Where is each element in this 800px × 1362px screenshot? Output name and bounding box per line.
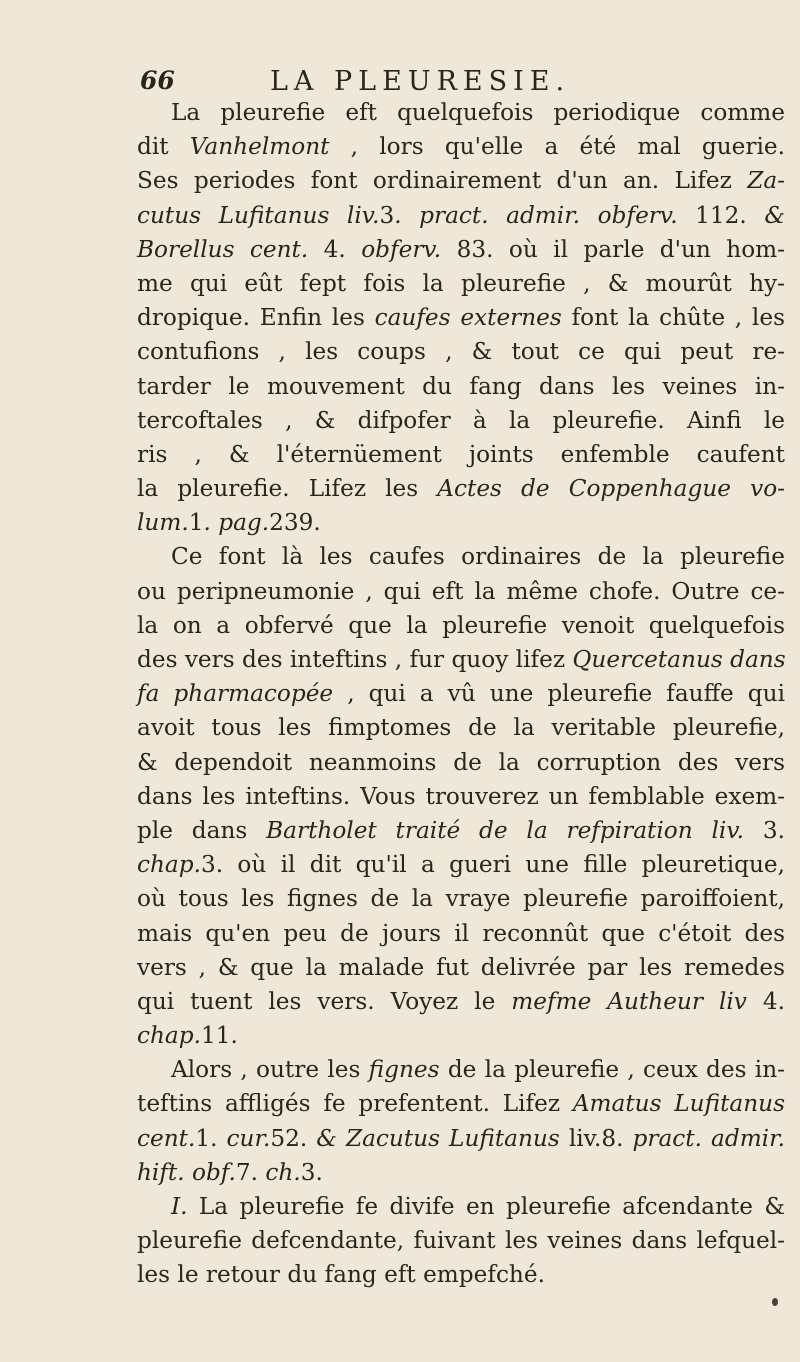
italic-text: chap. [137,851,201,879]
text-span: les le retour du fang eft empefché. [137,1261,545,1289]
running-title: LA PLEURESIE. [270,66,571,97]
text-line [137,677,785,711]
text-line [137,575,785,609]
text-span: 4. [746,987,785,1015]
text-span: 3. [744,816,785,844]
italic-text: cur. [226,1124,271,1152]
text-span: 83. où il parle d'un hom- [441,235,785,263]
page-number: 66 [140,66,175,95]
italic-text: . pag. [203,509,270,537]
text-span: font la chûte , les [561,304,785,332]
text-line [137,164,785,198]
text-span: La pleurefie eft quelquefois periodique comme [171,99,785,126]
text-span: Ce font là les caufes ordinaires de la pleurefie [171,543,785,571]
text-span: ple dans [137,816,267,844]
text-span: La pleurefie fe divife en pleurefie afcendante & [187,1193,785,1220]
text-line [137,1258,785,1292]
text-line [137,1224,785,1258]
text-line [137,96,785,130]
italic-text: & Zacutus Lufitanus [316,1124,560,1152]
italic-text: obferv. [361,235,442,263]
text-line [137,540,785,574]
text-span: , qui a vû une pleurefie fauffe qui [333,680,785,708]
italic-text: mefme Autheur liv [511,987,747,1015]
italic-text: & [764,201,785,229]
text-span: des vers des inteftins , fur quoy lifez [137,646,573,673]
text-line [137,1122,785,1156]
text-span: liv.8. [559,1124,633,1152]
text-line [137,814,785,848]
text-span: contufions , les coups , & tout ce qui peut re- [137,338,785,366]
text-span: dans les inteftins. Vous trouverez un femblable exem- [137,782,785,810]
text-line [137,951,785,985]
text-span: la pleurefie. Lifez les [137,475,438,503]
italic-text: Bartholet traité de la refpiration liv. [266,816,745,844]
text-line [137,643,785,677]
text-span: tercoftales , & difpofer à la pleurefie. Ainfi le [137,406,785,434]
italic-text: Amatus Lufitanus [572,1090,785,1118]
text-line [137,301,785,335]
italic-text: . pract. admir. obferv. [394,201,678,229]
italic-text: Quercetanus dans [572,646,786,673]
text-line [137,985,785,1019]
text-span: teftins affligés fe prefentent. Lifez [137,1090,573,1118]
text-span: me qui eût fept fois la pleurefie , & mourût hy- [137,269,785,297]
text-span: où tous les fignes de la vraye pleurefie paroiffoient, [137,885,785,913]
text-line [137,404,785,438]
text-span: 11. [200,1022,238,1050]
italic-text: fa pharmacopée [137,680,334,708]
text-line [137,199,785,233]
text-span: , lors qu'elle a été mal guerie. [329,133,785,161]
text-line [137,130,785,164]
italic-text: fignes [368,1056,440,1084]
italic-text: cutus Lufitanus liv. [137,201,380,229]
text-line [137,506,785,540]
text-line [137,848,785,882]
text-line [137,1053,785,1087]
text-span: la on a obfervé que la pleurefie venoit quelquefois [137,611,785,639]
text-span: ou peripneumonie , qui eft la même chofe. Outre ce- [137,577,785,605]
text-span: 3 [379,201,395,229]
text-line [137,609,785,643]
body-text [137,96,785,1293]
text-span: de la pleurefie , ceux des in- [439,1056,785,1084]
text-line [137,746,785,780]
text-span: 1 [188,509,204,537]
text-span: Alors , outre les [171,1056,369,1084]
text-line [137,917,785,951]
ink-spot [772,1298,778,1306]
text-span: vers , & que la malade fut delivrée par les remedes [137,953,785,981]
text-line [137,882,785,916]
text-line [137,1019,785,1053]
text-span: 1. [195,1124,227,1152]
text-line [137,335,785,369]
text-span: mais qu'en peu de jours il reconnût que c'étoit des [137,919,785,947]
text-span: 239. [269,509,321,537]
text-span: 3. [300,1158,323,1186]
text-span: & dependoit neanmoins de la corruption des vers [137,748,785,776]
italic-text: Actes de Coppenhague vo- [437,475,785,503]
text-line [137,267,785,301]
text-span: ris , & l'éternüement joints enfemble caufent [137,440,785,468]
text-span: 3. où il dit qu'il a gueri une fille pleuretique, [200,851,785,879]
text-line [137,370,785,404]
text-span: 7. [235,1158,266,1186]
text-line [137,472,785,506]
italic-text: hift. obf. [137,1158,236,1186]
italic-text: cent. [137,1124,196,1152]
italic-text: caufes externes [374,304,562,332]
italic-text: ch. [265,1158,301,1186]
italic-text: lum. [137,509,189,537]
text-line [137,438,785,472]
text-span: 52. [270,1124,317,1152]
text-span: dit [137,133,190,161]
text-span: Ses periodes font ordinairement d'un an. Lifez [137,167,748,195]
italic-text: chap. [137,1022,201,1050]
italic-text: Vanhelmont [189,133,330,161]
text-span: qui tuent les vers. Voyez le [137,987,512,1015]
italic-text: Za- [747,167,785,195]
text-line [137,1156,785,1190]
text-line [137,1190,785,1224]
text-line [137,1087,785,1121]
text-line [137,233,785,267]
text-span: dropique. Enfin les [137,304,375,332]
text-line [137,780,785,814]
text-span: pleurefie defcendante, fuivant les veines dans lefquel- [137,1227,785,1255]
text-line [137,711,785,745]
text-span: tarder le mouvement du fang dans les veines in- [137,372,785,400]
text-span: 4. [308,235,362,263]
italic-text: Borellus cent. [137,235,309,263]
italic-text: pract. admir. [632,1124,786,1152]
text-span: 112. [677,201,765,229]
text-span: avoit tous les fimptomes de la veritable pleurefie, [137,714,785,742]
italic-text: I. [171,1193,188,1220]
